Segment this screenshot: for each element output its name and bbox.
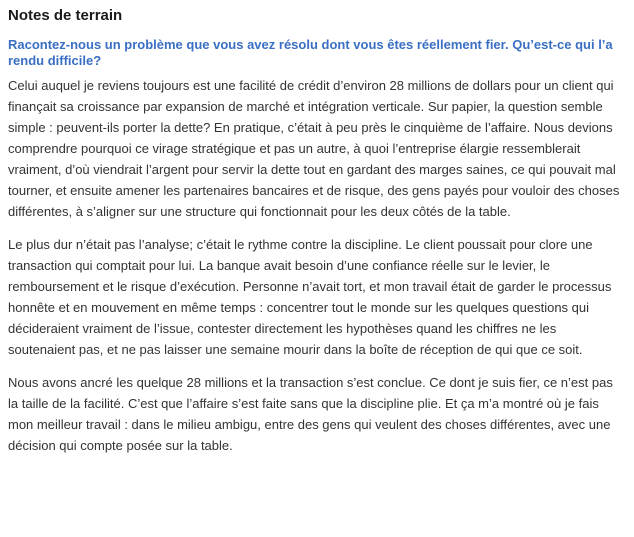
page-title: Notes de terrain	[8, 7, 123, 24]
qa-section	[8, 37, 626, 456]
answer-paragraph: Celui auquel je reviens toujours est une facilité de crédit d’environ 28 millions de dollars pour un client qui finançait sa croissance par expansion de marché et intégration verticale. Sur papier, la question semble simple : peuvent-ils porter la dette? En pratique, c’était à peu près le cinquième de l’affaire. Nous devions comprendre pourquoi ce virage stratégique et pas un autre, à quoi l’entreprise élargie ressemblerait vraiment, d’où viendrait l’argent pour servir la dette tout en gardant des marges saines, ce qui pouvait mal tourner, et ensuite amener les partenaires bancaires et de risque, des gens payés pour vouloir des choses différentes, à s’aligner sur une structure qui fonctionnait pour les deux côtés de la table.	[8, 78, 620, 219]
answer-paragraph: Nous avons ancré les quelque 28 millions et la transaction s’est conclue. Ce dont je suis fier, ce n’est pas la taille de la facilité. C’est que l’affaire s’est faite sans que la discipline plie. Et ça m’a montré où je fais mon meilleur travail : dans le milieu ambigu, entre des gens qui veulent des choses différentes, avec une décision qui compte posée sur la table.	[8, 375, 613, 453]
question-heading: Racontez-nous un problème que vous avez résolu dont vous êtes réellement fier. Qu’est-ce qui l’a rendu difficile?	[8, 37, 613, 68]
answer-body	[8, 75, 626, 456]
answer-paragraph: Le plus dur n’était pas l’analyse; c’était le rythme contre la discipline. Le client poussait pour clore une transaction qui comptait pour lui. La banque avait besoin d’une confiance réelle sur le levier, le remboursement et le risque d’exécution. Personne n’avait tort, et mon travail était de garder le processus honnête et en mouvement en même temps : concentrer tout le monde sur les quelques questions qui décideraient vraiment de l’issue, contester directement les hypothèses quand les chiffres ne les soutenaient pas, et ne pas laisser une semaine mourir dans la boîte de réception de qui que ce soit.	[8, 237, 612, 357]
